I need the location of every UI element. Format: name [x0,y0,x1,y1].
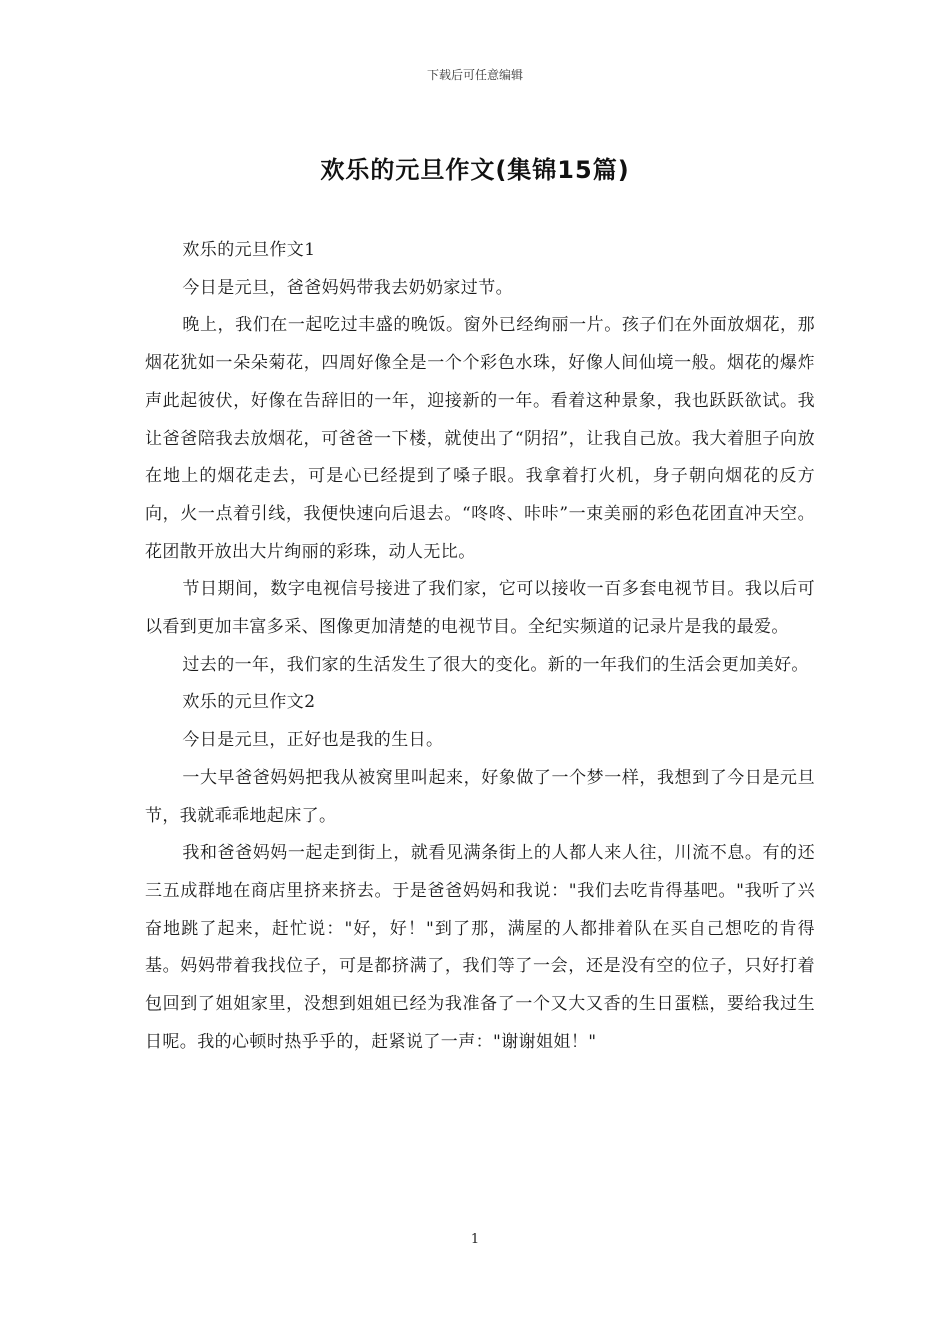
section-heading-2: 欢乐的元旦作文2 [182,692,316,713]
document-body [145,232,815,1061]
page-number: 1 [470,1232,480,1247]
paragraph: 节日期间，数字电视信号接进了我们家，它可以接收一百多套电视节目。我以后可以看到更加丰富多采、图像更加清楚的电视节目。全纪实频道的记录片是我的最爱。 [145,579,815,638]
paragraph: 今日是元旦，爸爸妈妈带我去奶奶家过节。 [182,277,513,298]
document-title: 欢乐的元旦作文(集锦15篇) [320,156,630,184]
section-heading-1: 欢乐的元旦作文1 [182,240,316,260]
paragraph: 我和爸爸妈妈一起走到街上，就看见满条街上的人都人来人往，川流不息。有的还三五成群地在商店里挤来挤去。于是爸爸妈妈和我说："我们去吃肯得基吧。"我听了兴奋地跳了起来，赶忙说："好，好！"到了那，满屋的人都排着队在买自己想吃的肯得基。妈妈带着我找位子，可是都挤满了，我们等了一会，还是没有空的位子，只好打着包回到了姐姐家里，没想到姐姐已经为我准备了一个又大又香的生日蛋糕，要给我过生日呢。我的心顿时热乎乎的，赶紧说了一声："谢谢姐姐！" [145,843,815,1052]
header-note: 下载后可任意编辑 [426,68,523,82]
paragraph: 一大早爸爸妈妈把我从被窝里叫起来，好象做了一个梦一样，我想到了今日是元旦节，我就乖乖地起床了。 [145,767,815,826]
paragraph: 过去的一年，我们家的生活发生了很大的变化。新的一年我们的生活会更加美好。 [182,654,809,675]
paragraph: 今日是元旦，正好也是我的生日。 [182,730,444,751]
paragraph: 晚上，我们在一起吃过丰盛的晚饭。窗外已经绚丽一片。孩子们在外面放烟花，那烟花犹如一朵朵菊花，四周好像全是一个个彩色水珠，好像人间仙境一般。烟花的爆炸声此起彼伏，好像在告辞旧的一年，迎接新的一年。看着这种景象，我也跃跃欲试。我让爸爸陪我去放烟花，可爸爸一下楼，就使出了“阴招”，让我自己放。我大着胆子向放在地上的烟花走去，可是心已经提到了嗓子眼。我拿着打火机，身子朝向烟花的反方向，火一点着引线，我便快速向后退去。“咚咚、咔咔”一束美丽的彩色花团直冲天空。花团散开放出大片绚丽的彩珠，动人无比。 [145,315,815,562]
